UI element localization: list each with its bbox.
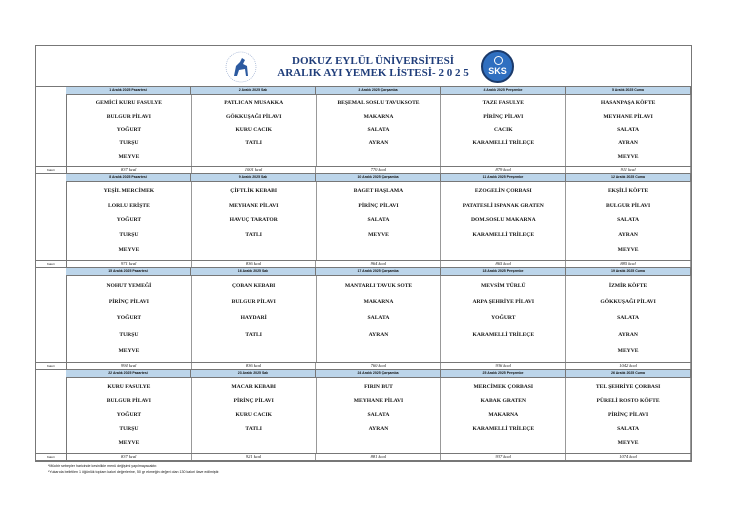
menu-item: FIRIN BUT	[364, 383, 393, 390]
menu-item: ARPA ŞEHRİYE PİLAVI	[472, 299, 535, 306]
menu-item: MEYHANE PİLAVI	[353, 397, 404, 404]
menu-item: MEYVE	[118, 247, 140, 254]
menu-item: YEŞİL MERCİMEK	[103, 187, 155, 194]
menu-item: DOM.SOSLU MAKARNA	[470, 217, 536, 224]
day-menu	[317, 182, 442, 260]
calorie-value: 911 kcal	[566, 167, 691, 173]
menu-items-row	[66, 276, 691, 362]
day-date: 26 Aralık 2025 Cuma	[566, 370, 691, 377]
menu-item: MEYVE	[617, 153, 639, 160]
day-menu	[67, 378, 192, 453]
calorie-value: 837 kcal	[67, 454, 192, 460]
calorie-value: 937 kcal	[441, 454, 566, 460]
menu-item: NOHUT YEMEĞİ	[106, 282, 152, 289]
date-row	[66, 370, 691, 378]
menu-item: SALATA	[617, 315, 640, 322]
sks-label: SKS	[488, 66, 507, 76]
menu-item: BULGUR PİLAVI	[106, 113, 151, 120]
menu-item: TATLI	[245, 331, 262, 338]
day-menu	[566, 378, 691, 453]
day-date: 25 Aralık 2025 Perşembe	[441, 370, 566, 377]
menu-item: MAKARNA	[488, 411, 519, 418]
calorie-label: Kalori	[36, 261, 67, 267]
menu-item: HASANPAŞA KÖFTE	[600, 100, 656, 107]
day-menu	[566, 276, 691, 362]
title-line-1: DOKUZ EYLÜL ÜNİVERSİTESİ	[292, 55, 454, 67]
menu-item: AYRAN	[618, 232, 638, 239]
calorie-value: 921 kcal	[192, 454, 317, 460]
footnote: *Yukarıda belirtilen 1 öğünlük toplam kalori değerlerine, 50 gr ekmeğin değeri olan 130 kalori ilave edilmiştir.	[48, 470, 220, 474]
calorie-row	[36, 362, 691, 370]
menu-table	[35, 45, 692, 462]
menu-item: MEYHANE PİLAVI	[228, 202, 279, 209]
menu-item: TURŞU	[119, 232, 139, 239]
page-title	[268, 55, 478, 79]
menu-item: MEYVE	[118, 153, 140, 160]
menu-item: BULGUR PİLAVI	[106, 397, 151, 404]
day-date: 16 Aralık 2025 Salı	[191, 268, 316, 275]
menu-items-row	[66, 378, 691, 453]
day-menu	[441, 182, 566, 260]
day-date: 17 Aralık 2025 Çarşamba	[316, 268, 441, 275]
week-block	[36, 370, 691, 461]
calorie-value: 836 kcal	[192, 363, 317, 369]
menu-item: BULGUR PİLAVI	[605, 202, 651, 209]
menu-item: SALATA	[367, 411, 390, 418]
day-menu	[67, 95, 192, 166]
menu-item: PATATESLİ ISPANAK GRATEN	[462, 202, 544, 209]
menu-header	[36, 46, 691, 87]
day-menu	[192, 95, 317, 166]
menu-item: TATLI	[245, 426, 262, 433]
day-menu	[192, 182, 317, 260]
menu-item: MEYVE	[617, 247, 639, 254]
menu-item: LORLU ERİŞTE	[107, 202, 150, 209]
menu-item: MEYVE	[617, 440, 639, 447]
calorie-value: 837 kcal	[67, 167, 192, 173]
week-block	[36, 87, 691, 174]
day-date: 12 Aralık 2025 Cuma	[566, 174, 691, 181]
menu-item: MAKARNA	[363, 299, 394, 306]
menu-item: SALATA	[367, 315, 390, 322]
calorie-value: 936 kcal	[441, 363, 566, 369]
menu-item: AYRAN	[368, 140, 389, 147]
day-date: 4 Aralık 2025 Perşembe	[441, 87, 566, 94]
menu-item: MEYVE	[118, 348, 140, 355]
day-menu	[192, 378, 317, 453]
menu-items-row	[66, 182, 691, 260]
day-date: 9 Aralık 2025 Salı	[191, 174, 316, 181]
day-menu	[317, 95, 442, 166]
weeks-container	[36, 87, 691, 461]
menu-item: SALATA	[617, 426, 640, 433]
calorie-value: 1042 kcal	[566, 363, 691, 369]
menu-item: AYRAN	[618, 140, 638, 147]
menu-item: BAGET HAŞLAMA	[353, 187, 404, 194]
menu-item: YOĞURT	[491, 315, 516, 322]
calorie-value: 885 kcal	[566, 261, 691, 267]
menu-item: PÜRELİ ROSTO KÖFTE	[596, 397, 660, 404]
menu-items-row	[66, 95, 691, 166]
calorie-value: 994 kcal	[67, 363, 192, 369]
menu-item: SALATA	[367, 126, 390, 133]
calorie-row	[36, 260, 691, 268]
menu-item: SALATA	[367, 217, 390, 224]
menu-item: HAYDARİ	[240, 315, 267, 322]
calorie-value: 836 kcal	[192, 261, 317, 267]
calorie-row	[36, 166, 691, 174]
calorie-value: 865 kcal	[441, 261, 566, 267]
calorie-value: 964 kcal	[316, 261, 441, 267]
menu-item: BULGUR PİLAVI	[231, 299, 276, 306]
day-menu	[566, 182, 691, 260]
menu-item: AYRAN	[368, 331, 389, 338]
calorie-label: Kalori	[36, 363, 67, 369]
day-date: 8 Aralık 2025 Pazartesi	[66, 174, 191, 181]
calorie-value: 1001 kcal	[192, 167, 317, 173]
calorie-label: Kalori	[36, 454, 67, 460]
menu-item: MANTARLI TAVUK SOTE	[344, 282, 413, 289]
day-menu	[441, 378, 566, 453]
menu-item: MAKARNA	[363, 113, 394, 120]
date-row	[66, 87, 691, 95]
menu-item: PİRİNÇ PİLAVI	[108, 299, 149, 306]
title-line-2: ARALIK AYI YEMEK LİSTESİ- 2 0 2 5	[277, 67, 469, 79]
menu-item: İZMİR KÖFTE	[608, 282, 648, 289]
menu-item: TAZE FASULYE	[482, 100, 524, 107]
menu-item: MACAR KEBABI	[231, 383, 276, 390]
day-date: 19 Aralık 2025 Cuma	[566, 268, 691, 275]
menu-item: BEŞEMAL SOSLU TAVUKSOTE	[337, 100, 420, 107]
menu-item: EZOGELİN ÇORBASI	[474, 187, 532, 194]
menu-item: KARAMELLİ TRİLEÇE	[472, 331, 535, 338]
day-date: 23 Aralık 2025 Salı	[191, 370, 316, 377]
menu-item: PİRİNÇ PİLAVI	[233, 397, 274, 404]
menu-item: KURU FASULYE	[107, 383, 151, 390]
menu-item: TURŞU	[119, 331, 139, 338]
menu-item: PİRİNÇ PİLAVI	[358, 202, 399, 209]
day-menu	[67, 276, 192, 362]
calorie-value: 879 kcal	[441, 167, 566, 173]
menu-item: MERCİMEK ÇORBASI	[473, 383, 534, 390]
menu-item: MEYVE	[118, 440, 140, 447]
calorie-label: Kalori	[36, 167, 67, 173]
menu-item: TATLI	[245, 140, 262, 147]
date-row	[66, 174, 691, 182]
menu-item: TATLI	[245, 232, 262, 239]
calorie-value: 1074 kcal	[566, 454, 691, 460]
day-date: 1 Aralık 2025 Pazartesi	[66, 87, 191, 94]
menu-item: KURU CACIK	[235, 126, 272, 133]
day-menu	[317, 378, 442, 453]
menu-item: MEYVE	[368, 232, 389, 239]
footnotes	[48, 463, 219, 475]
calorie-value: 760 kcal	[316, 363, 441, 369]
day-menu	[67, 182, 192, 260]
menu-item: GEMİCİ KURU FASULYE	[95, 100, 162, 107]
university-logo-icon	[224, 50, 258, 84]
menu-item: KABAK GRATEN	[480, 397, 526, 404]
day-date: 22 Aralık 2025 Pazartesi	[66, 370, 191, 377]
day-menu	[566, 95, 691, 166]
calorie-row	[36, 453, 691, 461]
day-menu	[192, 276, 317, 362]
menu-item: GÖKKUŞAĞI PİLAVI	[600, 299, 656, 306]
week-block	[36, 174, 691, 268]
calorie-value: 881 kcal	[316, 454, 441, 460]
menu-item: YOĞURT	[116, 411, 142, 418]
week-block	[36, 268, 691, 370]
day-menu	[317, 276, 442, 362]
menu-item: GÖKKUŞAĞI PİLAVI	[226, 113, 282, 120]
menu-item: TEL ŞEHRİYE ÇORBASI	[595, 383, 661, 390]
day-date: 24 Aralık 2025 Çarşamba	[316, 370, 441, 377]
menu-item: AYRAN	[618, 331, 638, 338]
menu-item: KARAMELLİ TRİLEÇE	[472, 232, 535, 239]
day-date: 10 Aralık 2025 Çarşamba	[316, 174, 441, 181]
calorie-value: 971 kcal	[67, 261, 192, 267]
menu-item: CACIK	[493, 126, 513, 133]
day-menu	[441, 276, 566, 362]
day-date: 3 Aralık 2025 Çarşamba	[316, 87, 441, 94]
menu-item: TURŞU	[119, 426, 139, 433]
menu-item: MEVSİM TÜRLÜ	[481, 282, 526, 289]
menu-item: YOĞURT	[116, 126, 142, 133]
menu-item: PATLICAN MUSAKKA	[224, 100, 284, 107]
sks-emblem-icon	[494, 56, 503, 65]
footnote: *Mücbir sebepler haricinde kesinlikle menü değişimi yapılmayacaktır.	[48, 464, 158, 468]
sks-logo	[481, 50, 514, 83]
menu-item: AYRAN	[368, 426, 389, 433]
menu-item: YOĞURT	[116, 217, 142, 224]
menu-item: PİRİNÇ PİLAVI	[608, 411, 649, 418]
calorie-value: 770 kcal	[316, 167, 441, 173]
day-date: 15 Aralık 2025 Pazartesi	[66, 268, 191, 275]
day-date: 18 Aralık 2025 Perşembe	[441, 268, 566, 275]
menu-item: ÇİFTLİK KEBABI	[230, 187, 278, 194]
day-date: 2 Aralık 2025 Salı	[191, 87, 316, 94]
menu-item: MEYVE	[617, 348, 639, 355]
menu-item: HAVUÇ TARATOR	[229, 217, 278, 224]
menu-item: SALATA	[617, 126, 640, 133]
menu-item: KURU CACIK	[235, 411, 272, 418]
menu-item: MEYHANE PİLAVI	[603, 113, 653, 120]
menu-item: PİRİNÇ PİLAVI	[483, 113, 524, 120]
menu-item: EKŞİLİ KÖFTE	[607, 187, 649, 194]
date-row	[66, 268, 691, 276]
menu-item: TURŞU	[119, 140, 139, 147]
day-menu	[441, 95, 566, 166]
menu-item: KARAMELLİ TRİLEÇE	[472, 426, 535, 433]
menu-item: KARAMELLİ TRİLEÇE	[472, 140, 535, 147]
menu-item: SALATA	[617, 217, 640, 224]
menu-item: YOĞURT	[116, 315, 142, 322]
day-date: 5 Aralık 2025 Cuma	[566, 87, 691, 94]
menu-item: ÇOBAN KEBABI	[232, 282, 276, 289]
day-date: 11 Aralık 2025 Perşembe	[441, 174, 566, 181]
